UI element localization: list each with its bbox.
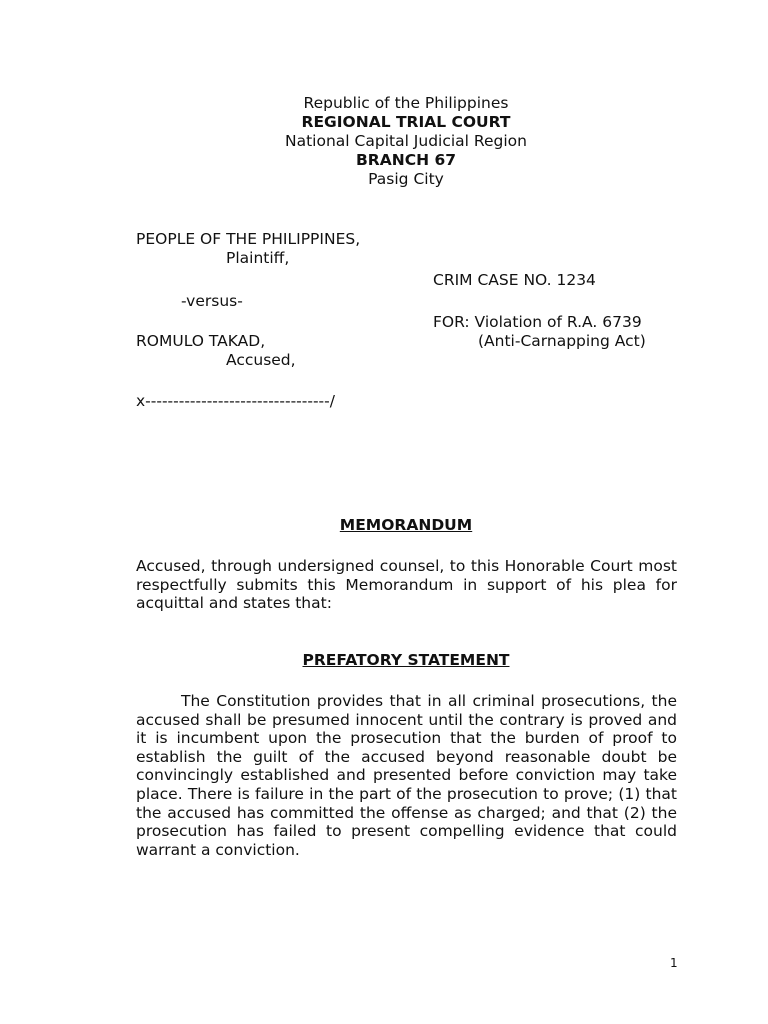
header-region: National Capital Judicial Region [285,132,527,150]
caption-closing-line: x---------------------------------/ [136,392,335,410]
charge-line: FOR: Violation of R.A. 6739 [433,313,642,331]
accused-name: ROMULO TAKAD, [136,332,266,350]
prefatory-title: PREFATORY STATEMENT [302,651,510,669]
header-court: REGIONAL TRIAL COURT [301,113,511,131]
header-branch: BRANCH 67 [355,151,457,169]
plaintiff-role: Plaintiff, [226,249,290,267]
act-name: (Anti-Carnapping Act) [478,332,646,350]
case-number: CRIM CASE NO. 1234 [433,271,596,289]
header-city: Pasig City [368,170,444,188]
header-republic: Republic of the Philippines [303,94,509,112]
memorandum-intro: Accused, through undersigned counsel, to this Honorable Court most respectfully submits this Memorandum in support of his plea for acquittal and states that: [136,557,677,613]
plaintiff-name: PEOPLE OF THE PHILIPPINES, [136,230,361,248]
page-number: 1 [670,956,678,970]
versus-label: -versus- [181,292,243,310]
prefatory-body: The Constitution provides that in all criminal prosecutions, the accused shall be presumed innocent until the contrary is proved and it is incumbent upon the prosecution that the burden of proof to establish the guilt of the accused beyond reasonable doubt be convincingly established and presented before conviction may take place. There is failure in the part of the prosecution to prove; (1) that the accused has committed the offense as charged; and that (2) the prosecution has failed to present compelling evidence that could warrant a conviction. [136,692,677,859]
accused-role: Accused, [226,351,296,369]
memorandum-title: MEMORANDUM [339,516,473,534]
